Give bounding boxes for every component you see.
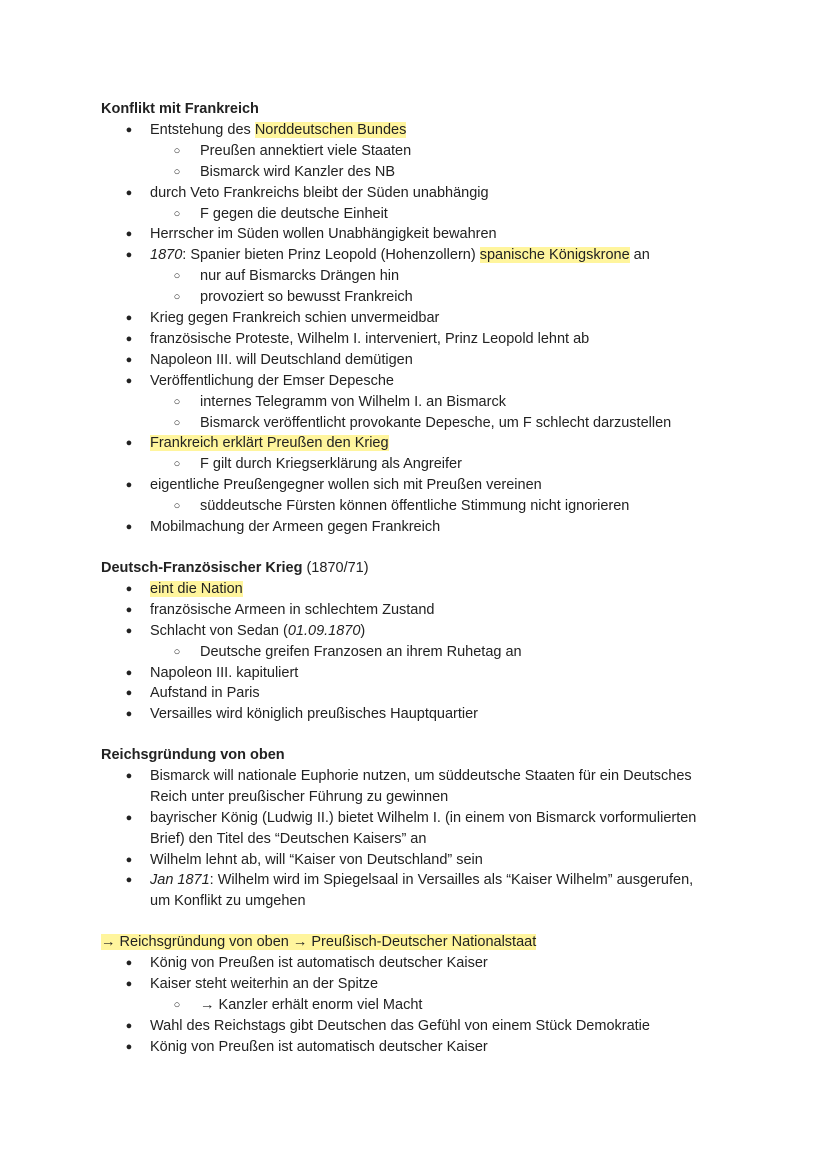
text-run: Napoleon III. kapituliert <box>150 664 299 681</box>
italic-text: Jan 1871 <box>150 872 210 889</box>
text-run: durch Veto Frankreichs bleibt der Süden unabhängig <box>150 184 489 201</box>
list-item-text <box>200 413 671 433</box>
bullet-hollow-icon: ○ <box>173 165 181 178</box>
highlighted-text: eint die Nation <box>150 580 243 597</box>
list-item <box>0 183 828 204</box>
list-item-text <box>150 1037 488 1057</box>
section-heading-text: → Reichsgründung von oben → Preußisch-Deutscher Nationalstaat <box>101 934 537 950</box>
list-item-text <box>150 621 365 641</box>
text-run: Wahl des Reichstags gibt Deutschen das Gefühl von einem Stück Demokratie <box>150 1017 650 1034</box>
list-item-text <box>150 953 488 973</box>
list-item-text <box>200 162 395 182</box>
list-item <box>0 850 828 871</box>
text-run: Aufstand in Paris <box>150 685 260 702</box>
list-item <box>0 496 828 517</box>
bullet-hollow-icon: ○ <box>173 291 181 304</box>
section-heading <box>101 558 369 578</box>
list-item <box>0 308 828 329</box>
bullet-filled-icon: ● <box>125 582 133 595</box>
bullet-filled-icon: ● <box>125 1019 133 1032</box>
bullet-filled-icon: ● <box>125 769 133 782</box>
list-item-text <box>200 141 411 161</box>
list-item-text <box>150 704 478 724</box>
list-item <box>0 579 828 600</box>
bullet-filled-icon: ● <box>125 874 133 887</box>
bullet-filled-icon: ● <box>125 708 133 721</box>
bullet-hollow-icon: ○ <box>173 458 181 471</box>
text-run: Bismarck veröffentlicht provokante Depesche, um F schlecht darzustellen <box>200 414 672 431</box>
list-item-continuation <box>0 891 828 912</box>
list-item <box>0 371 828 392</box>
list-item-text <box>200 266 399 286</box>
bullet-filled-icon: ● <box>125 977 133 990</box>
list-item <box>0 683 828 704</box>
section-heading <box>101 932 536 952</box>
list-item <box>0 287 828 308</box>
list-item <box>0 1037 828 1058</box>
list-item <box>0 350 828 371</box>
list-item-text <box>150 850 483 870</box>
section-heading-text: Deutsch-Französischer Krieg <box>101 560 303 576</box>
bullet-hollow-icon: ○ <box>173 395 181 408</box>
list-item-text <box>200 392 506 412</box>
list-item <box>0 475 828 496</box>
list-item-text <box>200 287 413 307</box>
section-heading-text: Reichsgründung von oben <box>101 747 285 763</box>
text-run: an <box>629 247 650 264</box>
text-run: bayrischer König (Ludwig II.) bietet Wilhelm I. (in einem von Bismarck vorformulierten <box>150 809 697 826</box>
bullet-hollow-icon: ○ <box>173 998 181 1011</box>
text-run: eigentliche Preußengegner wollen sich mit Preußen vereinen <box>150 477 542 494</box>
text-run: König von Preußen ist automatisch deutscher Kaiser <box>150 954 488 971</box>
text-run: Schlacht von Sedan ( <box>150 622 288 639</box>
list-item-text <box>150 974 378 994</box>
bullet-filled-icon: ● <box>125 186 133 199</box>
list-item-text <box>150 371 394 391</box>
list-item <box>0 600 828 621</box>
list-item-text <box>150 224 497 244</box>
highlighted-text: Frankreich erklärt Preußen den Krieg <box>150 435 389 452</box>
list-item-text <box>150 808 696 828</box>
list-item <box>0 766 828 787</box>
text-run: Krieg gegen Frankreich schien unvermeidbar <box>150 310 440 326</box>
list-item-text <box>150 475 542 495</box>
list-item-text <box>150 308 439 328</box>
list-item-continuation <box>0 829 828 850</box>
text-run: Reich unter preußischer Führung zu gewinnen <box>150 788 449 805</box>
bullet-filled-icon: ● <box>125 687 133 700</box>
bullet-hollow-icon: ○ <box>173 500 181 513</box>
list-item <box>0 224 828 245</box>
list-item-text <box>150 870 693 890</box>
list-item-text <box>200 496 629 516</box>
list-item-text <box>150 517 440 537</box>
list-item-text <box>150 663 298 683</box>
bullet-hollow-icon: ○ <box>173 144 181 157</box>
text-run: internes Telegramm von Wilhelm I. an Bismarck <box>200 393 506 410</box>
list-item <box>0 141 828 162</box>
list-item <box>0 995 828 1016</box>
italic-text: 1870 <box>150 247 183 264</box>
list-item-text <box>150 120 406 140</box>
list-item-text <box>150 829 426 849</box>
list-item-text <box>150 683 260 703</box>
list-item <box>0 808 828 829</box>
list-item <box>0 953 828 974</box>
list-item <box>0 454 828 475</box>
highlighted-text: Norddeutschen Bundes <box>254 121 407 138</box>
bullet-filled-icon: ● <box>125 521 133 533</box>
bullet-filled-icon: ● <box>125 374 133 387</box>
text-run: Napoleon III. will Deutschland demütigen <box>150 351 413 368</box>
text-run: Bismarck will nationale Euphorie nutzen, um süddeutsche Staaten für ein Deutsches <box>150 767 692 784</box>
list-item-text <box>200 995 422 1015</box>
list-item <box>0 433 828 454</box>
list-item-text <box>150 1016 650 1036</box>
list-item <box>0 1016 828 1037</box>
bullet-filled-icon: ● <box>125 956 133 969</box>
bullet-filled-icon: ● <box>125 624 133 637</box>
list-item-text <box>200 454 462 474</box>
list-item <box>0 204 828 225</box>
list-item <box>0 663 828 684</box>
text-run: um Konflikt zu umgehen <box>150 893 306 910</box>
list-item <box>0 266 828 287</box>
italic-text: 01.09.1870 <box>287 622 361 639</box>
list-item <box>0 621 828 642</box>
list-item-continuation <box>0 787 828 808</box>
list-item-text <box>150 245 650 265</box>
list-item <box>0 870 828 891</box>
list-item <box>0 642 828 663</box>
list-item <box>0 245 828 266</box>
text-run: Wilhelm lehnt ab, will “Kaiser von Deutschland” sein <box>150 851 483 868</box>
text-run: : Wilhelm wird im Spiegelsaal in Versailles als “Kaiser Wilhelm” ausgerufen, <box>209 872 694 889</box>
bullet-filled-icon: ● <box>125 312 133 324</box>
bullet-filled-icon: ● <box>125 332 133 345</box>
section-heading-suffix: (1870/71) <box>302 560 369 576</box>
bullet-filled-icon: ● <box>125 249 133 262</box>
list-item-text <box>150 329 589 349</box>
list-item-text <box>150 766 692 786</box>
section-heading <box>101 99 259 119</box>
bullet-filled-icon: ● <box>125 811 133 824</box>
text-run: süddeutsche Fürsten können öffentliche Stimmung nicht ignorieren <box>200 498 630 515</box>
text-run: Kaiser steht weiterhin an der Spitze <box>150 975 379 992</box>
list-item-text <box>150 579 243 599</box>
bullet-filled-icon: ● <box>125 437 133 450</box>
list-item-text <box>150 183 489 203</box>
bullet-filled-icon: ● <box>125 853 133 866</box>
text-run: König von Preußen ist automatisch deutscher Kaiser <box>150 1038 488 1055</box>
section-heading <box>101 745 285 765</box>
text-run: provoziert so bewusst Frankreich <box>200 289 413 306</box>
list-item-text <box>200 642 522 662</box>
text-run: : Spanier bieten Prinz Leopold (Hohenzollern) <box>182 247 480 264</box>
text-run: Veröffentlichung der Emser Depesche <box>150 372 394 389</box>
text-run: Entstehung des <box>150 121 255 138</box>
text-run: Herrscher im Süden wollen Unabhängigkeit bewahren <box>150 226 497 243</box>
list-item <box>0 120 828 141</box>
list-item-text <box>150 787 448 807</box>
list-item <box>0 413 828 434</box>
text-run: Deutsche greifen Franzosen an ihrem Ruhetag an <box>200 643 522 660</box>
text-run: → Kanzler erhält enorm viel Macht <box>200 996 423 1013</box>
list-item <box>0 162 828 183</box>
bullet-filled-icon: ● <box>125 353 133 366</box>
list-item-text <box>150 891 306 911</box>
bullet-hollow-icon: ○ <box>173 207 181 220</box>
bullet-filled-icon: ● <box>125 666 133 679</box>
text-run: Versailles wird königlich preußisches Hauptquartier <box>150 706 479 723</box>
text-run: französische Proteste, Wilhelm I. interveniert, Prinz Leopold lehnt ab <box>150 330 590 347</box>
list-item <box>0 517 828 538</box>
bullet-filled-icon: ● <box>125 603 133 616</box>
text-run: französische Armeen in schlechtem Zustand <box>150 601 435 618</box>
highlighted-text: spanische Königskrone <box>479 247 630 264</box>
section-heading-text: Konflikt mit Frankreich <box>101 101 259 117</box>
text-run: Mobilmachung der Armeen gegen Frankreich <box>150 519 441 535</box>
list-item <box>0 329 828 350</box>
text-run: F gegen die deutsche Einheit <box>200 205 388 222</box>
list-item-text <box>200 204 388 224</box>
text-run: Brief) den Titel des “Deutschen Kaisers” an <box>150 830 427 847</box>
bullet-filled-icon: ● <box>125 479 133 492</box>
bullet-hollow-icon: ○ <box>173 416 181 429</box>
bullet-filled-icon: ● <box>125 123 133 136</box>
list-item <box>0 392 828 413</box>
list-item-text <box>150 600 435 620</box>
bullet-hollow-icon: ○ <box>173 270 181 283</box>
bullet-filled-icon: ● <box>125 1040 133 1053</box>
text-run: Preußen annektiert viele Staaten <box>200 142 412 159</box>
text-run: nur auf Bismarcks Drängen hin <box>200 268 400 285</box>
bullet-hollow-icon: ○ <box>173 645 181 658</box>
bullet-filled-icon: ● <box>125 228 133 241</box>
text-run: Bismarck wird Kanzler des NB <box>200 163 395 180</box>
list-item <box>0 704 828 725</box>
list-item <box>0 974 828 995</box>
text-run: ) <box>360 622 366 639</box>
list-item-text <box>150 433 389 453</box>
text-run: F gilt durch Kriegserklärung als Angreifer <box>200 456 462 473</box>
list-item-text <box>150 350 413 370</box>
